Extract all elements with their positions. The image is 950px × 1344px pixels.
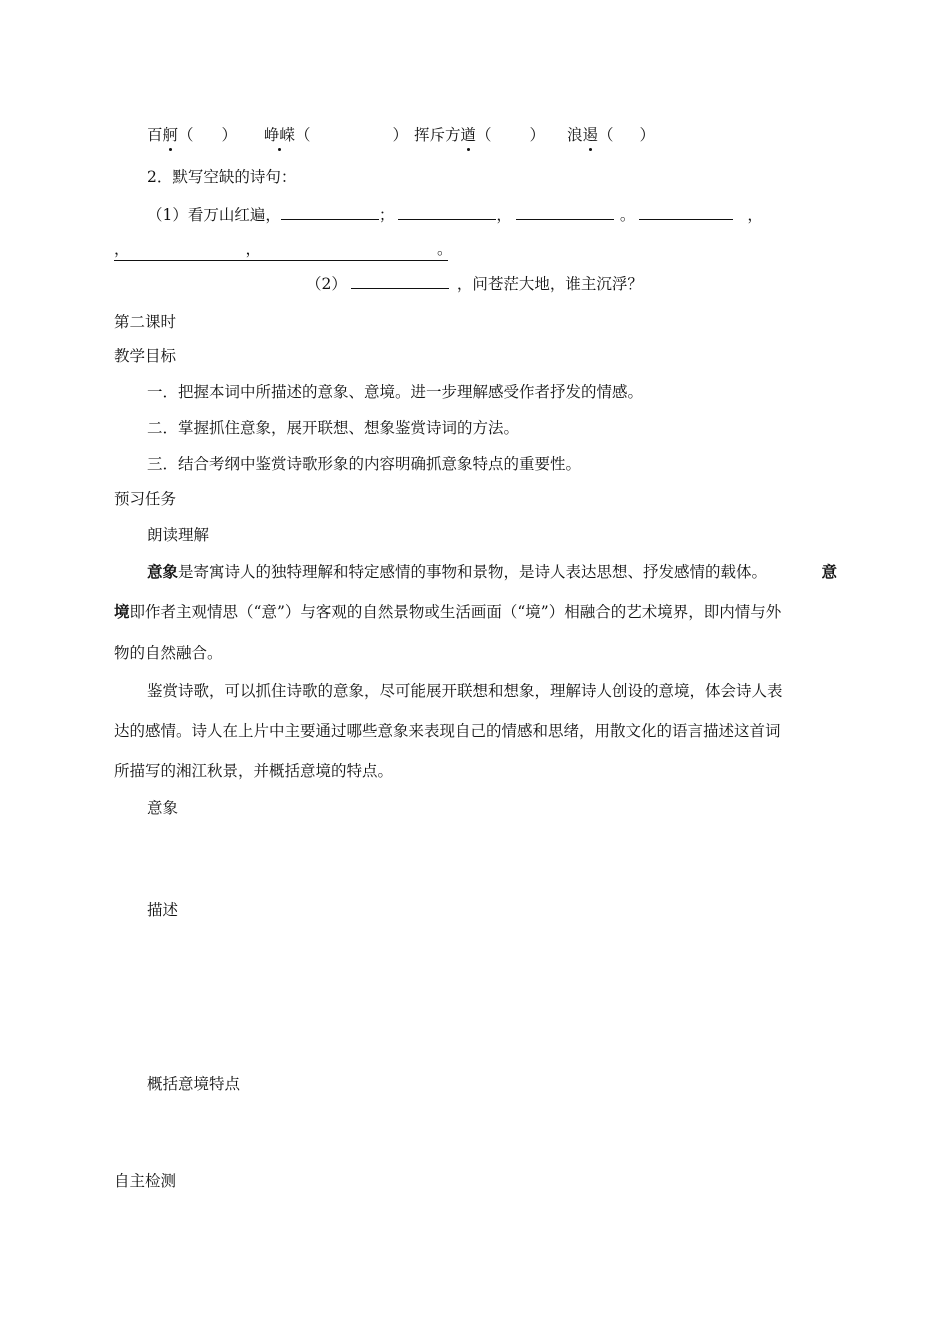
paragraph-appreciation-line-1: 鉴赏诗歌，可以抓住诗歌的意象，尽可能展开联想和想象，理解诗人创设的意境，体会诗人表 bbox=[147, 682, 783, 700]
pinyin-item-2: 峥嵘（ ） bbox=[264, 126, 409, 144]
question-2-1-continued: ， ， 。 bbox=[114, 238, 448, 261]
pinyin-item-4: 浪遏（ ） bbox=[567, 126, 656, 144]
answer-blank[interactable] bbox=[398, 205, 496, 220]
answer-blank[interactable] bbox=[281, 205, 379, 220]
question-2-2: （2） ，问苍茫大地，谁主沉浮？ bbox=[306, 275, 643, 293]
answer-blank[interactable] bbox=[351, 274, 449, 289]
question-2-1: （1）看万山红遍， ； ， 。 ， bbox=[147, 206, 763, 224]
pinyin-item-1: 百舸（ ） bbox=[147, 126, 238, 144]
preview-heading: 预习任务 bbox=[114, 490, 177, 508]
answer-blank[interactable] bbox=[639, 205, 733, 220]
describe-label: 描述 bbox=[147, 901, 179, 919]
question-2-title: 2．默写空缺的诗句： bbox=[147, 168, 297, 186]
goals-heading: 教学目标 bbox=[114, 347, 177, 365]
goal-item: 二．掌握抓住意象，展开联想、想象鉴赏诗词的方法。 bbox=[147, 419, 520, 437]
imagery-label: 意象 bbox=[147, 799, 179, 817]
goal-item: 三．结合考纲中鉴赏诗歌形象的内容明确抓意象特点的重要性。 bbox=[147, 455, 582, 473]
goal-item: 一．把握本词中所描述的意象、意境。进一步理解感受作者抒发的情感。 bbox=[147, 383, 644, 401]
reading-heading: 朗读理解 bbox=[147, 526, 210, 544]
paragraph-imagery-line-3: 物的自然融合。 bbox=[114, 644, 223, 662]
paragraph-appreciation-line-3: 所描写的湘江秋景，并概括意境的特点。 bbox=[114, 762, 394, 780]
pinyin-item-3: 挥斥方遒（ ） bbox=[414, 126, 546, 144]
paragraph-imagery-line-2: 境即作者主观情思（“意”）与客观的自然景物或生活画面（“境”）相融合的艺术境界，即内情与外 bbox=[114, 602, 782, 621]
self-check-heading: 自主检测 bbox=[114, 1172, 177, 1190]
paragraph-appreciation-line-2: 达的感情。诗人在上片中主要通过哪些意象来表现自己的情感和思绪，用散文化的语言描述这首词 bbox=[114, 722, 781, 740]
paragraph-imagery-line-1: 意象是寄寓诗人的独特理解和特定感情的事物和景物，是诗人表达思想、抒发感情的载体。 意 bbox=[147, 562, 837, 581]
answer-blank[interactable] bbox=[516, 205, 614, 220]
pinyin-row bbox=[147, 124, 237, 146]
summary-label: 概括意境特点 bbox=[147, 1075, 241, 1093]
lesson-heading: 第二课时 bbox=[114, 313, 177, 331]
